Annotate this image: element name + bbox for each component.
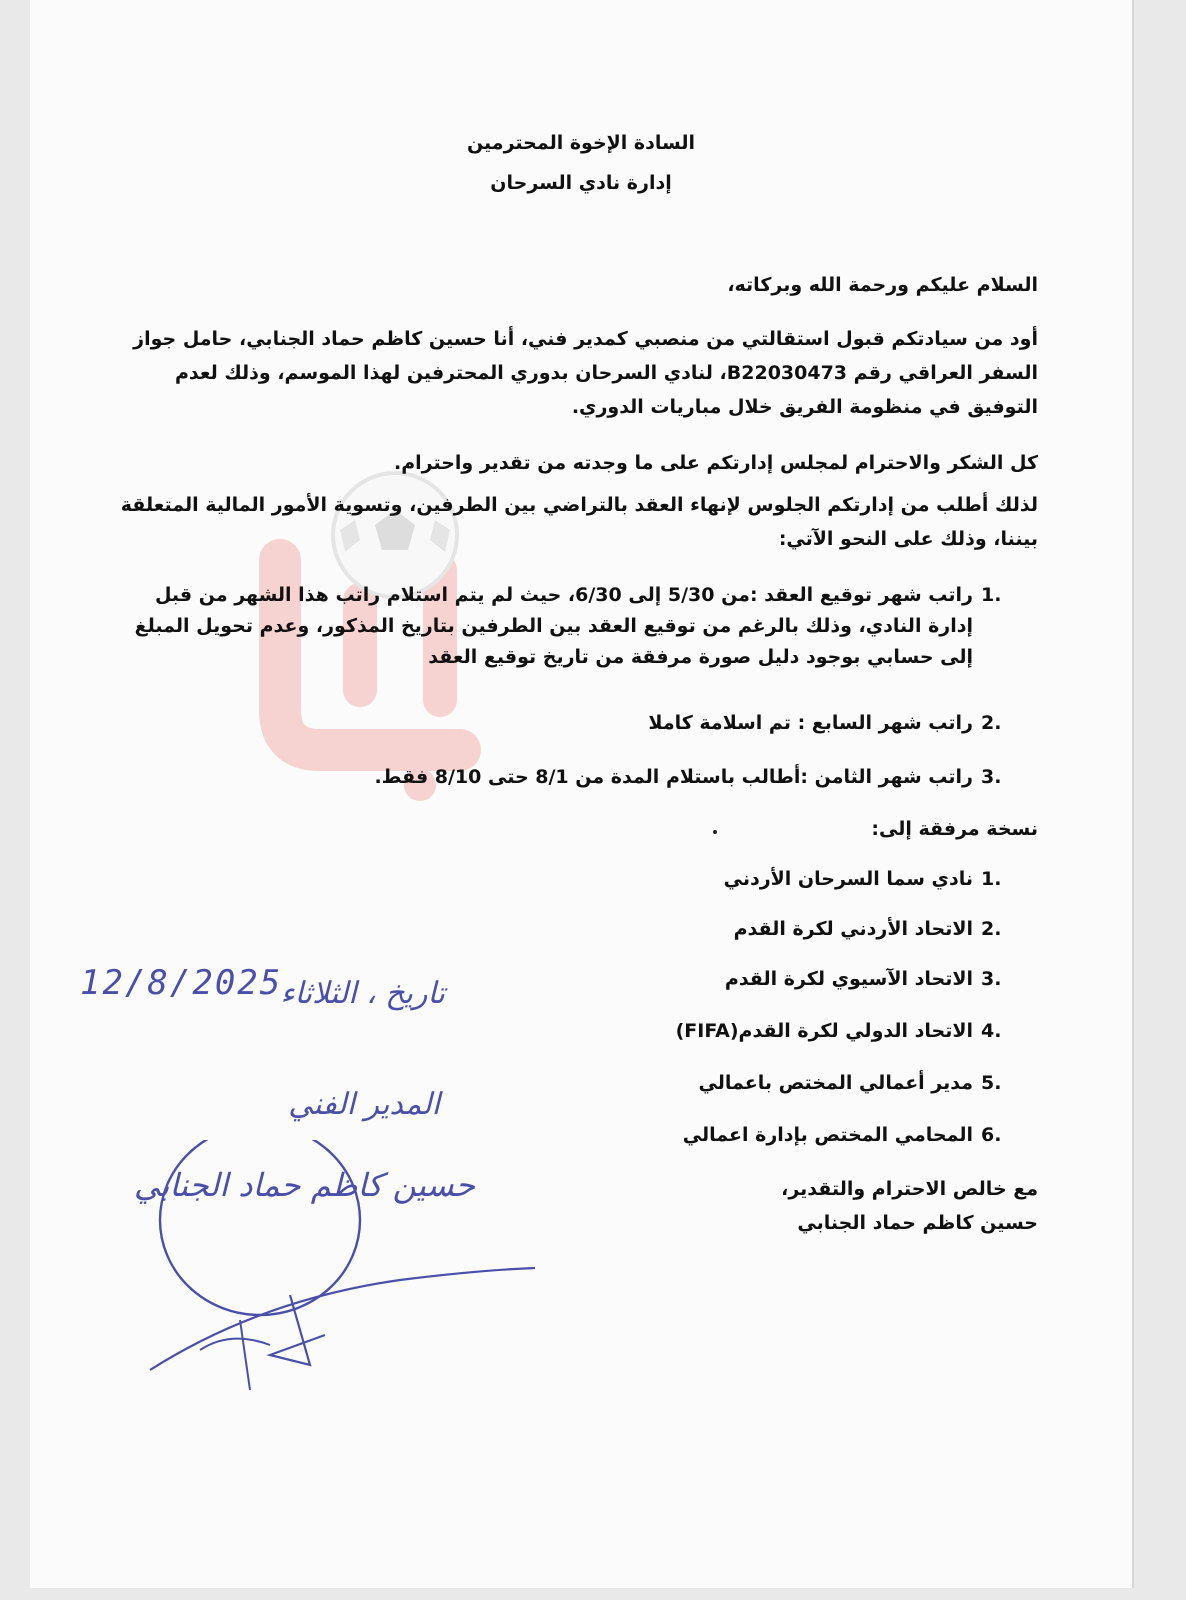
- copy-number: 3.: [981, 968, 1002, 990]
- handwritten-date: [50, 948, 470, 1028]
- body-paragraph-request: لذلك أطلب من إدارتكم الجلوس لإنهاء العقد بالتراضي بين الطرفين، وتسوية الأمور المالية المتعلقة بيننا، وذلك على النحو الآتي:: [120, 494, 1038, 550]
- handwritten-title-text: المدير الفني: [288, 1087, 440, 1122]
- copy-number: 5.: [981, 1072, 1002, 1094]
- greeting: السلام عليكم ورحمة الله وبركاته،: [727, 274, 1038, 296]
- copy-recipient-item: [699, 1072, 1008, 1094]
- closing-line: مع خالص الاحترام والتقدير،: [781, 1178, 1038, 1200]
- document-page: [30, 0, 1132, 1588]
- claim-number: 1.: [981, 584, 1002, 606]
- body-paragraph-resignation: أود من سيادتكم قبول استقالتي من منصبي كمدير فني، أنا حسين كاظم حماد الجنابي، حامل جواز السفر العراقي رقم B22030473، لنادي السرحان بدوري المحترفين لهذا الموسم، وذلك لعدم التوفيق في منظومة الفريق خلال مباريات الدوري.: [133, 328, 1038, 418]
- body-paragraph-thanks: كل الشكر والاحترام لمجلس إدارتكم على ما وجدته من تقدير واحترام.: [394, 452, 1038, 474]
- handwritten-date-value: 12/8/2025: [80, 963, 283, 1003]
- handwritten-date-label: تاريخ ، الثلاثاء: [280, 976, 445, 1011]
- copy-recipient-item: [725, 968, 1007, 990]
- claim-item: [374, 762, 1007, 793]
- copies-title: نسخة مرفقة إلى:: [871, 818, 1038, 840]
- addressee-line-1: السادة الإخوة المحترمين: [466, 132, 696, 154]
- claim-number: 2.: [981, 712, 1002, 734]
- closing-name: حسين كاظم حماد الجنابي: [797, 1212, 1038, 1234]
- claim-text: راتب شهر توقيع العقد :من 5/30 إلى 6/30، حيث لم يتم استلام راتب هذا الشهر من قبل إدارة النادي، وذلك بالرغم من توقيع العقد بين الطرفين بتاريخ المذكور، وعدم تحويل المبلغ إلى حسابي بوجود دليل صورة مرفقة من تاريخ توقيع العقد: [134, 584, 973, 668]
- copy-recipient-item: [724, 868, 1007, 890]
- copy-number: 6.: [981, 1124, 1002, 1146]
- copy-recipient: الاتحاد الأردني لكرة القدم: [733, 918, 973, 940]
- ink-dot: [713, 830, 717, 834]
- copy-recipient: نادي سما السرحان الأردني: [723, 868, 973, 890]
- handwritten-name-text: حسين كاظم حماد الجنابي: [133, 1166, 475, 1204]
- handwritten-title: [200, 1068, 460, 1138]
- claim-text: راتب شهر السابع : تم اسلامة كاملا: [648, 712, 973, 734]
- claim-number: 3.: [981, 766, 1002, 788]
- copy-number: 1.: [981, 868, 1002, 890]
- copy-recipient: الاتحاد الآسيوي لكرة القدم: [724, 968, 973, 990]
- addressee-line-2: إدارة نادي السرحان: [490, 172, 672, 194]
- copy-recipient: الاتحاد الدولي لكرة القدم(FIFA): [675, 1020, 973, 1042]
- copy-recipient-item: [734, 918, 1007, 940]
- copy-recipient-item: [683, 1124, 1007, 1146]
- copy-recipient: مدير أعمالي المختص باعمالي: [698, 1072, 973, 1094]
- claim-item: [127, 580, 1007, 673]
- copy-recipient: المحامي المختص بإدارة اعمالي: [682, 1124, 973, 1146]
- claim-item: [648, 708, 1007, 739]
- claim-text: راتب شهر الثامن :أطالب باستلام المدة من 8/1 حتى 8/10 فقط.: [374, 766, 973, 788]
- signature: [140, 1140, 560, 1400]
- copy-number: 2.: [981, 918, 1002, 940]
- copy-number: 4.: [981, 1020, 1002, 1042]
- copy-recipient-item: [676, 1020, 1007, 1042]
